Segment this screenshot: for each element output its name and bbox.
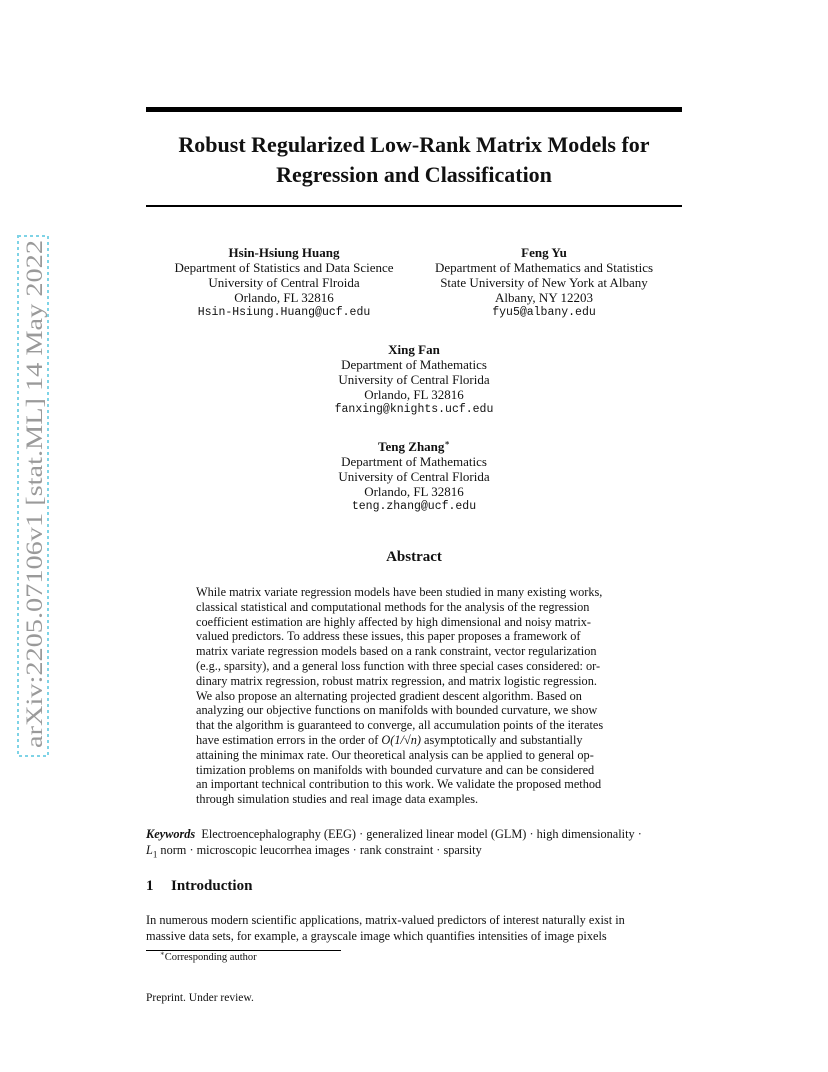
keywords-line xyxy=(146,843,686,863)
paper-title-line-2: Regression and Classification xyxy=(276,162,552,187)
author-affiliation: Department of Mathematics xyxy=(341,357,487,372)
keywords xyxy=(146,827,686,862)
keywords-label: Keywords xyxy=(146,827,196,841)
author-email[interactable]: fyu5@albany.edu xyxy=(492,306,596,319)
abstract-line: classical statistical and computational methods for the analysis of the regression xyxy=(196,599,590,614)
abstract-line: that the algorithm is guaranteed to converge, all accumulation points of the iterates xyxy=(196,718,604,733)
title-rule-bottom xyxy=(146,205,682,207)
author-name: Hsin-Hsiung Huang xyxy=(228,245,340,260)
footnote-rule xyxy=(146,950,341,951)
author-university: University of Central Florida xyxy=(338,469,490,484)
abstract-body xyxy=(196,585,634,807)
footnote-marker[interactable]: ∗ xyxy=(444,438,450,448)
abstract-line: (e.g., sparsity), and a general loss function with three special cases considered: or- xyxy=(196,658,601,673)
abstract-line: coefficient estimation are highly affected by high dimensional and noisy matrix- xyxy=(196,614,591,629)
author-location: Orlando, FL 32816 xyxy=(234,290,334,305)
author-university: University of Central Flroida xyxy=(208,275,360,290)
author-block-fan xyxy=(298,342,530,417)
abstract-text: asymptotically and substantially xyxy=(420,732,583,747)
intro-line: massive data sets, for example, a grayscale image which quantifies intensities of image pixels xyxy=(146,928,607,943)
author-name: Teng Zhang xyxy=(378,439,445,454)
author-location: Albany, NY 12203 xyxy=(495,290,593,305)
abstract-line: an important technical contribution to this work. We validate the proposed method xyxy=(196,777,602,792)
footnote-marker: ∗ xyxy=(160,949,165,958)
arxiv-stamp-svg xyxy=(0,0,70,1072)
title-rule-top xyxy=(146,107,682,112)
paper-title-line-1: Robust Regularized Low-Rank Matrix Models for xyxy=(178,132,650,157)
section-heading-introduction xyxy=(146,878,682,895)
abstract-line: attaining the minimax rate. Our theoretical analysis can be applied to general op- xyxy=(196,747,594,762)
section-title: Introduction xyxy=(171,878,253,894)
abstract-line: matrix variate regression models based on a rank constraint, vector regularization xyxy=(196,644,597,659)
author-block-huang xyxy=(168,245,400,320)
author-block-zhang xyxy=(298,439,530,514)
author-affiliation: Department of Statistics and Data Science xyxy=(174,260,394,275)
author-university: University of Central Florida xyxy=(338,372,490,387)
author-block-yu xyxy=(428,245,660,320)
author-location: Orlando, FL 32816 xyxy=(364,387,464,402)
keywords-line xyxy=(146,827,686,843)
author-affiliation: Department of Mathematics and Statistics xyxy=(434,260,654,275)
l1-norm-symbol: L xyxy=(146,842,153,857)
arxiv-stamp xyxy=(0,0,70,1072)
author-name-line xyxy=(298,439,530,454)
abstract-line: While matrix variate regression models have been studied in many existing works, xyxy=(196,585,603,599)
author-email[interactable]: Hsin-Hsiung.Huang@ucf.edu xyxy=(197,306,371,319)
abstract-line: We also propose an alternating projected gradient descent algorithm. Based on xyxy=(196,688,582,703)
keywords-text: Electroencephalography (EEG) · generalized linear model (GLM) · high dimensionality · xyxy=(201,827,642,841)
abstract-line-with-math xyxy=(196,733,634,748)
section-number: 1 xyxy=(146,878,154,894)
footnote-text: Corresponding author xyxy=(164,952,257,963)
paper-title xyxy=(146,130,682,190)
author-location: Orlando, FL 32816 xyxy=(364,484,464,499)
author-affiliation: Department of Mathematics xyxy=(341,454,487,469)
author-name: Feng Yu xyxy=(521,245,567,260)
abstract-heading: Abstract xyxy=(386,549,442,565)
l1-norm-subscript: 1 xyxy=(152,848,158,859)
abstract-line: valued predictors. To address these issues, this paper proposes a framework of xyxy=(196,629,581,644)
preprint-notice: Preprint. Under review. xyxy=(146,992,254,1004)
abstract-line: dinary matrix regression, robust matrix regression, and matrix logistic regression. xyxy=(196,673,597,688)
intro-line: In numerous modern scientific applications, matrix-valued predictors of interest naturally exist in xyxy=(146,913,625,927)
author-email[interactable]: fanxing@knights.ucf.edu xyxy=(334,403,494,416)
abstract-line: through simulation studies and real image data examples. xyxy=(196,792,479,807)
abstract-text: have estimation errors in the order of xyxy=(196,732,382,747)
introduction-body xyxy=(146,913,686,944)
author-email[interactable]: teng.zhang@ucf.edu xyxy=(351,500,477,513)
arxiv-id-text: arXiv:2205.07106v1 [stat.ML] 14 May 2022 xyxy=(22,335,47,748)
author-name: Xing Fan xyxy=(388,342,440,357)
abstract-line: timization problems on manifolds with bounded curvature and can be considered xyxy=(196,762,595,777)
footnote xyxy=(160,949,257,963)
big-o-formula: O(1/√n) xyxy=(381,732,421,747)
keywords-text: norm · microscopic leucorrhea images · rank constraint · sparsity xyxy=(157,842,482,857)
author-university: State University of New York at Albany xyxy=(440,275,648,290)
abstract-line: analyzing our objective functions on manifolds with bounded curvature, we show xyxy=(196,703,598,718)
